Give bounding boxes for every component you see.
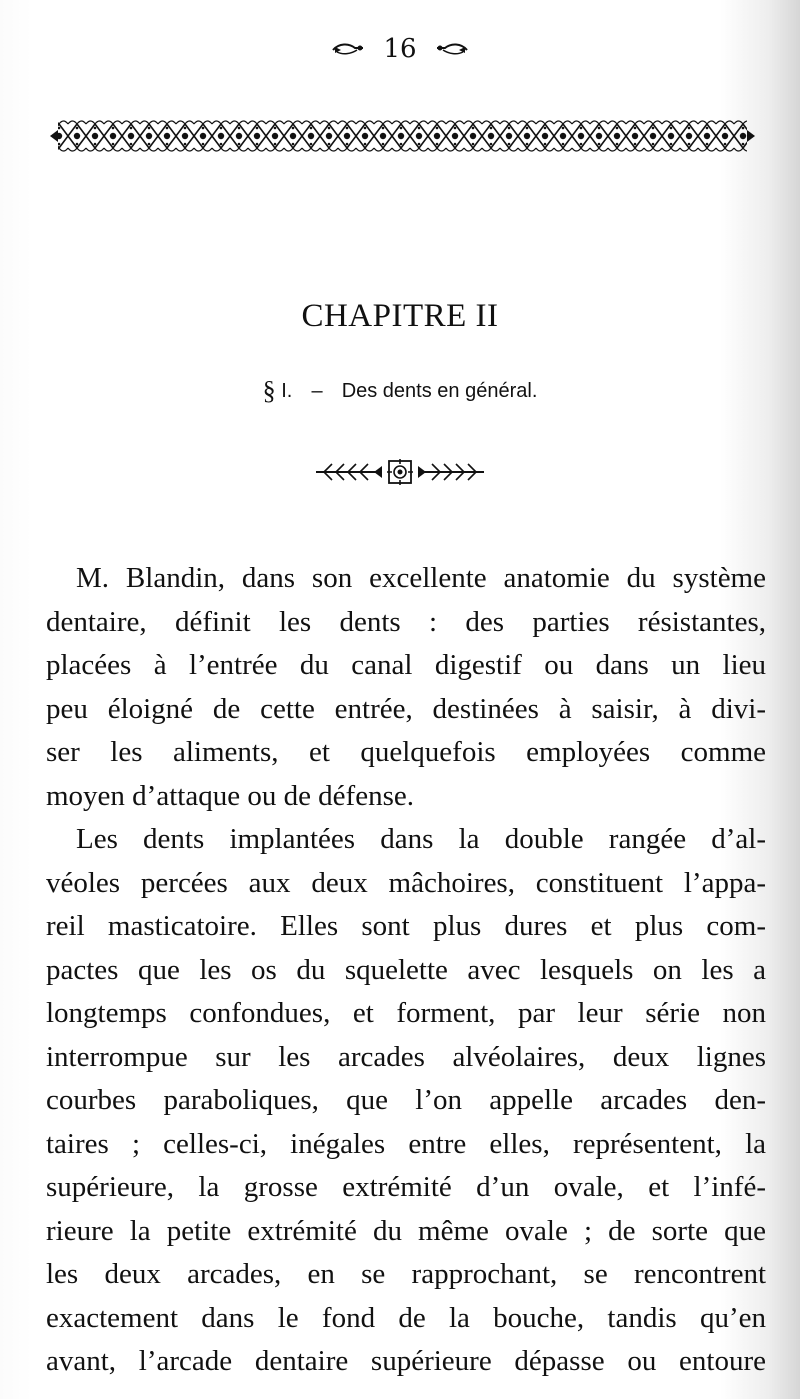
section-dash: –: [311, 380, 323, 402]
text-line: longtemps confondues, et forment, par leur série non: [46, 997, 766, 1029]
body-text: [46, 557, 766, 1384]
text-line: interrompue sur les arcades alvéolaires, deux lignes: [46, 1040, 766, 1073]
text-line: les deux arcades, en se rapprochant, se rencontrent: [46, 1258, 766, 1290]
section-number: I.: [281, 380, 293, 402]
text-line: rieure la petite extrémité du même ovale ; de sorte que: [46, 1214, 766, 1247]
text-line: ser les aliments, et quelquefois employées comme: [46, 736, 766, 768]
section-sign: §: [262, 376, 276, 405]
text-line: reil masticatoire. Elles sont plus dures et plus com-: [46, 910, 766, 942]
text-line: véoles percées aux deux mâchoires, constituent l’appa-: [46, 866, 766, 899]
text-line: avant, l’arcade dentaire supérieure dépasse ou entoure: [46, 1345, 766, 1377]
text-line: placées à l’entrée du canal digestif ou dans un lieu: [46, 649, 766, 681]
text-line: M. Blandin, dans son excellente anatomie du système: [76, 562, 766, 594]
text-line: pactes que les os du squelette avec lesquels on les a: [46, 953, 766, 986]
text-line: Les dents implantées dans la double rangée d’al-: [76, 823, 766, 855]
section-title: Des dents en général.: [341, 380, 538, 402]
text-line: courbes paraboliques, que l’on appelle arcades den-: [46, 1084, 766, 1116]
text-line: moyen d’attaque ou de défense.: [46, 779, 414, 812]
right-fleuron-icon: [435, 29, 469, 69]
text-line: taires ; celles-ci, inégales entre elles, représentent, la: [46, 1127, 766, 1160]
text-line: peu éloigné de cette entrée, destinées à saisir, à divi-: [46, 692, 766, 725]
chapter-title: CHAPITRE II: [301, 298, 499, 334]
section-divider-ornament: [310, 455, 490, 489]
page-number: 16: [383, 34, 417, 64]
text-line: exactement dans le fond de la bouche, tandis qu’en: [46, 1301, 766, 1334]
text-line: dentaire, définit les dents : des parties résistantes,: [46, 605, 766, 638]
text-line: supérieure, la grosse extrémité d’un ovale, et l’infé-: [46, 1171, 766, 1203]
running-head: [0, 28, 800, 69]
left-fleuron-icon: [331, 29, 365, 69]
ornamental-head-band: [50, 116, 755, 156]
section-heading: [0, 376, 800, 406]
